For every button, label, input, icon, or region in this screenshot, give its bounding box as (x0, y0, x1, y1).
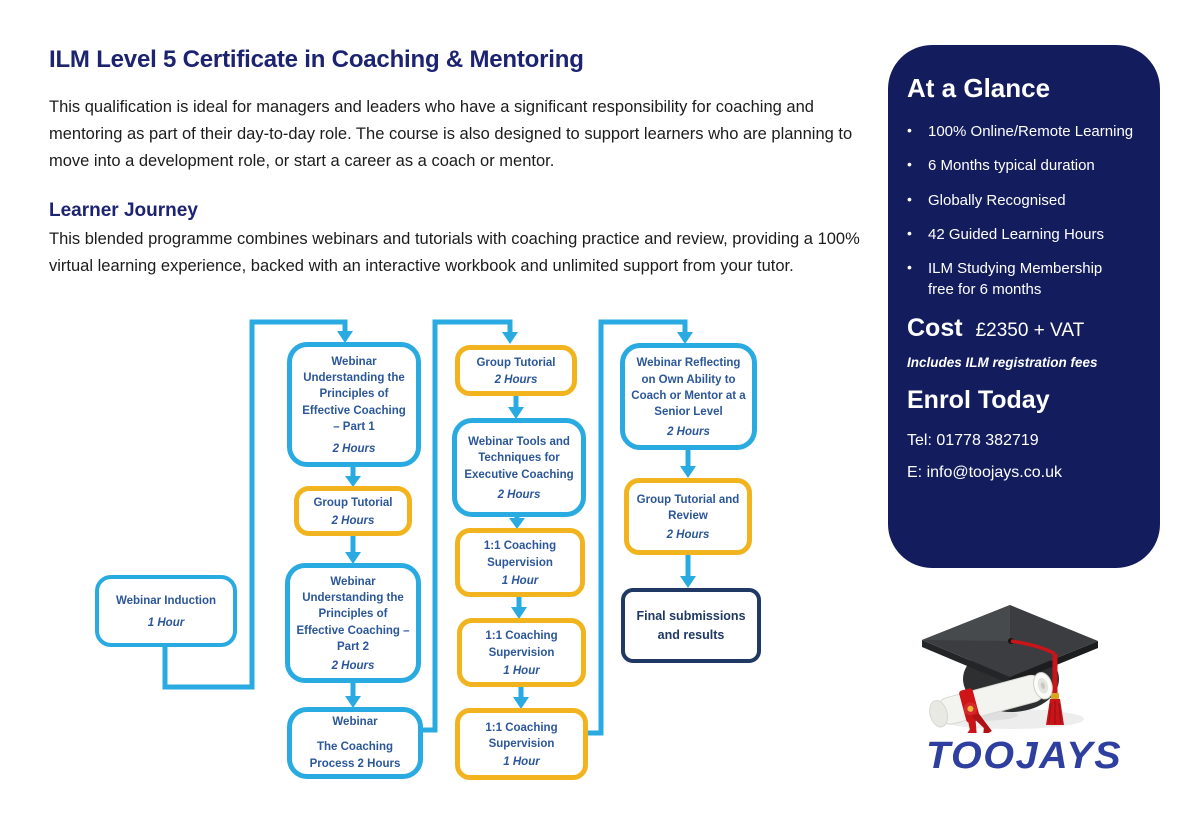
node-label: Webinar Understanding the Principles of Effective Coaching – Part 2 (296, 575, 410, 653)
node-hours: 2 Hours (331, 660, 375, 673)
node-hours: 1 Hour (501, 574, 539, 587)
bullet-text: 100% Online/Remote Learning (928, 123, 1134, 140)
flow-node-principles-part2 (285, 563, 421, 683)
bullet-icon: • (907, 122, 912, 138)
flow-node-webinar-induction (95, 575, 237, 647)
flow-node-supervision-1 (455, 528, 585, 597)
learner-journey-paragraph: This blended programme combines webinars and tutorials with coaching practice and review, providing a 100% virtual learning experience, backed with an interactive workbook and unlimited support from your tutor. (49, 230, 860, 275)
flow-node-group-tutorial-2 (455, 345, 577, 396)
intro-paragraph: This qualification is ideal for managers and leaders who have a significant responsibility for coaching and mentoring as part of their day-to-day role. The course is also designed to support learners who are planning to move into a development role, or start a career as a coach or mentor. (49, 98, 853, 170)
flow-node-supervision-2 (457, 618, 586, 687)
node-hours: 2 Hours (332, 443, 376, 456)
bullet-icon: • (907, 190, 912, 207)
flow-node-principles-part1 (287, 342, 421, 467)
node-label: Webinar Induction (115, 594, 217, 607)
bullet-text: Globally Recognised (928, 191, 1066, 209)
node-label: 1:1 Coaching Supervision (485, 630, 558, 659)
bullet-text: 42 Guided Learning Hours (928, 225, 1104, 243)
bullet-icon: • (907, 156, 912, 173)
bullet-item (907, 121, 1140, 142)
flow-node-coaching-process (287, 707, 423, 779)
node-label: Group Tutorial and Review (636, 493, 740, 522)
telephone-text: Tel: 01778 382719 (907, 431, 1039, 449)
node-label: Webinar Tools and Techniques for Executive Coaching (464, 436, 574, 481)
at-a-glance-bullet-list (907, 121, 1140, 301)
node-label: 1:1 Coaching Supervision (485, 721, 558, 750)
node-hours: 2 Hours (497, 488, 541, 501)
node-hours: 2 Hours (667, 425, 710, 438)
bullet-text: 6 Months typical duration (928, 157, 1095, 175)
node-label: Webinar Reflecting on Own Ability to Coach or Mentor at a Senior Level (631, 357, 746, 419)
bullet-icon: • (907, 224, 912, 241)
node-label: Group Tutorial (476, 356, 556, 369)
at-a-glance-panel (888, 45, 1160, 568)
node-hours: 1 Hour (503, 664, 540, 677)
node-hours: 2 Hours (666, 529, 710, 542)
learner-journey-heading: Learner Journey (49, 200, 198, 221)
flow-node-reflecting-webinar (620, 343, 757, 450)
bullet-item (907, 258, 1140, 301)
at-a-glance-heading: At a Glance (907, 73, 1051, 103)
bullet-icon: • (907, 259, 912, 276)
flow-node-tools-techniques (452, 418, 586, 517)
bullet-item (907, 224, 1140, 245)
node-hours: 1 Hour (147, 617, 185, 630)
flow-node-group-tutorial-review (624, 478, 752, 555)
toojays-logo: TOOJAYS (926, 735, 1123, 777)
node-label: Webinar (332, 716, 378, 729)
node-hours: 2 Hours (331, 514, 375, 527)
page-title: ILM Level 5 Certificate in Coaching & Mentoring (49, 46, 584, 73)
bullet-item (907, 155, 1140, 176)
flow-node-supervision-3 (455, 708, 588, 780)
flow-node-final-submissions (621, 588, 761, 663)
node-label: 1:1 Coaching Supervision (483, 540, 557, 569)
node-hours: 1 Hour (503, 756, 540, 769)
flow-node-group-tutorial-1 (294, 486, 412, 536)
node-hours: 2 Hours (494, 374, 538, 387)
cost-label: Cost (907, 313, 963, 342)
graduation-cap-image (908, 583, 1108, 733)
node-label: Webinar Understanding the Principles of Effective Coaching – Part 1 (302, 355, 406, 433)
bullet-text: ILM Studying Membership free for 6 months (928, 260, 1103, 299)
node-label: Final submissions and results (636, 608, 746, 642)
enrol-today-heading: Enrol Today (907, 385, 1050, 414)
cost-note: Includes ILM registration fees (907, 354, 1098, 370)
node-sub: The Coaching Process 2 Hours (309, 741, 401, 770)
bullet-item (907, 190, 1140, 211)
cost-row (907, 314, 1140, 343)
node-label: Group Tutorial (313, 497, 393, 510)
email-text: E: info@toojays.co.uk (907, 463, 1062, 481)
cost-value: £2350 + VAT (975, 319, 1085, 341)
